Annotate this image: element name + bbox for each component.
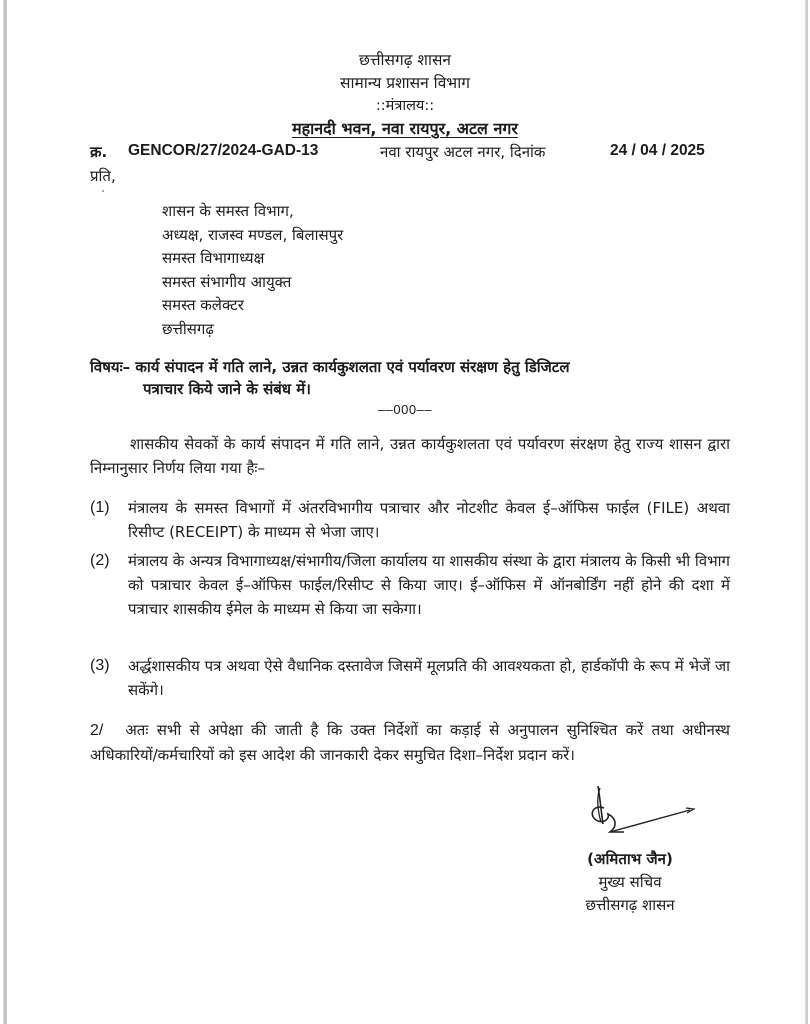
list-item-text: मंत्रालय के अन्यत्र विभागाध्यक्ष/संभागीय/जिला कार्यालय या शासकीय संस्था के द्वारा मंत्रालय के किसी भी विभाग को पत्राचार केवल ई–ऑफिस फाईल/रिसीप्ट से किया जाए। ई–ऑफिस में ऑनबोर्डिंग नहीं होने की दशा में पत्राचार शासकीय ईमेल के माध्यम से किया जा सकेगा। (128, 552, 730, 618)
header-address: महानदी भवन, नवा रायपुर, अटल नगर (292, 119, 518, 138)
addressee: समस्त संभागीय आयुक्त (162, 272, 292, 291)
to-label: प्रति, (90, 167, 116, 185)
intro-paragraph: शासकीय सेवकों के कार्य संपादन में गति लाने, उन्नत कार्यकुशलता एवं पर्यावरण संरक्षण हेतु राज्य शासन द्वारा निम्नानुसार निर्णय लिया गया हैः– (90, 435, 730, 477)
subject-line-1: विषयः– कार्य संपादन में गति लाने, उन्नत कार्यकुशलता एवं पर्यावरण संरक्षण हेतु डिजिटल (90, 358, 570, 376)
addressee: समस्त कलेक्टर (162, 296, 244, 314)
addressee-list (162, 200, 343, 341)
reference-number: GENCOR/27/2024-GAD-13 (128, 142, 319, 159)
list-item-number: (1) (90, 499, 110, 516)
signatory-office: छत्तीसगढ़ शासन (585, 896, 675, 914)
signatory-designation: मुख्य सचिव (598, 873, 662, 891)
closing-paragraph-text: अतः सभी से अपेक्षा की जाती है कि उक्त निर्देशों का कड़ाई से अनुपालन सुनिश्चित करें तथा अधीनस्थ अधिकारियों/कर्मचारियों को इस आदेश की जानकारी देकर समुचित दिशा–निर्देश प्रदान करें। (90, 721, 730, 764)
header-government: छत्तीसगढ़ शासन (358, 51, 452, 69)
addressee: छत्तीसगढ़ (162, 319, 214, 338)
document-date: 24 / 04 / 2025 (610, 142, 705, 159)
signatory-name: (अमिताभ जैन) (587, 850, 673, 868)
stray-mark (102, 190, 104, 192)
list-item-number: (2) (90, 552, 110, 569)
closing-paragraph (90, 718, 730, 767)
place-date-label: नवा रायपुर अटल नगर, दिनांक (380, 143, 546, 161)
list-item-text: मंत्रालय के समस्त विभागों में अंतरविभागीय पत्राचार और नोटशीट केवल ई–ऑफिस फाईल (FILE) अथवा रिसीप्ट (RECEIPT) के माध्यम से भेजा जाए। (128, 499, 730, 541)
addressee: अध्यक्ष, राजस्व मण्डल, बिलासपुर (162, 225, 344, 244)
reference-label: क्र. (90, 143, 108, 161)
paragraph-number: 2/ (90, 722, 104, 739)
subject-line-2: पत्राचार किये जाने के संबंध में। (143, 380, 311, 398)
reference-line (90, 142, 730, 164)
signature-icon (590, 784, 710, 844)
header-ministry: ::मंत्रालय:: (375, 98, 435, 114)
addressee: समस्त विभागाध्यक्ष (162, 249, 265, 267)
signatory-block (520, 848, 740, 917)
separator: ––000–– (377, 402, 433, 417)
list-item-text: अर्द्धशासकीय पत्र अथवा ऐसे वैधानिक दस्तावेज जिसमें मूलप्रति की आवश्यकता हो, हार्डकॉपी के रूप में भेजें जा सकेंगे। (128, 657, 730, 699)
addressee: शासन के समस्त विभाग, (162, 202, 294, 220)
header-department: सामान्य प्रशासन विभाग (340, 74, 470, 92)
list-item-number: (3) (90, 657, 110, 674)
subject (90, 356, 730, 400)
